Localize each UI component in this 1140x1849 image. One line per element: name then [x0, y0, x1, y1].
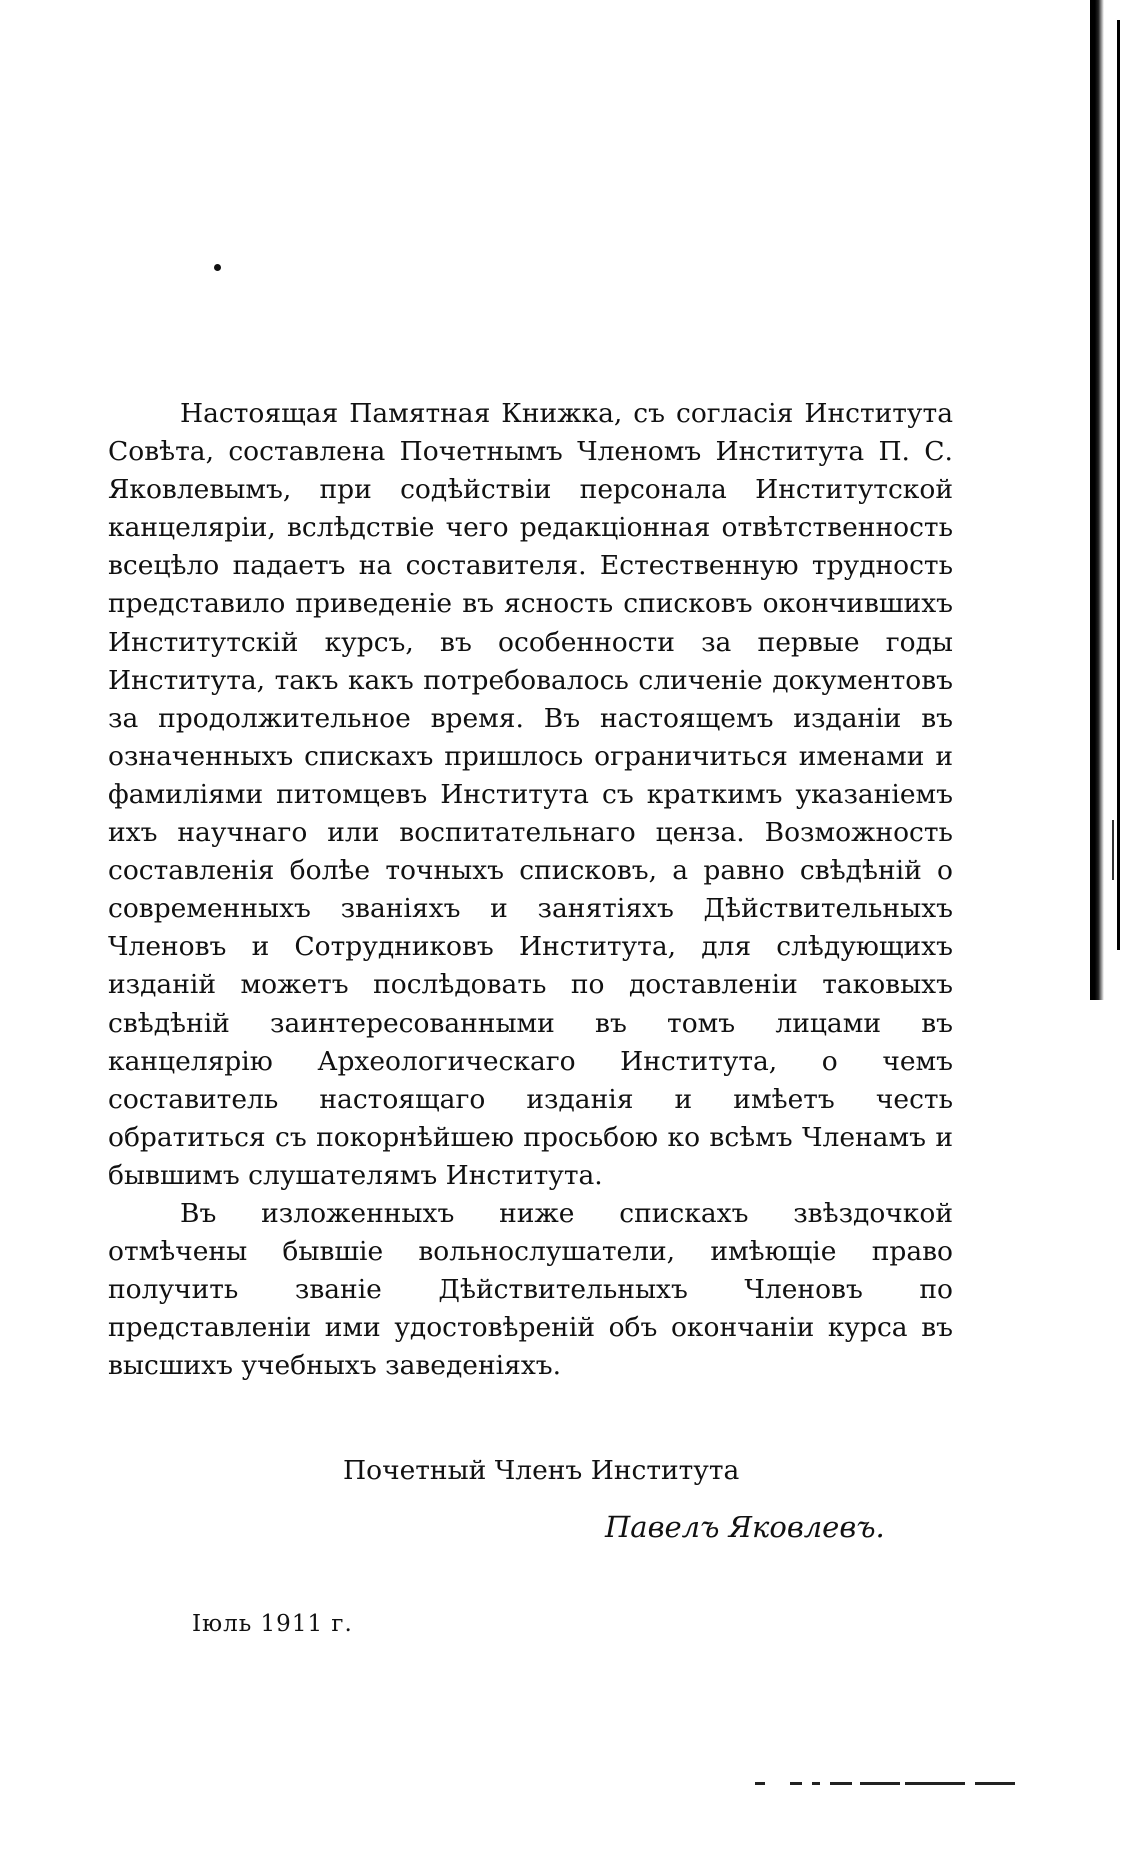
scan-dash — [830, 1782, 852, 1785]
body-text — [108, 395, 953, 1385]
scan-dash — [755, 1782, 765, 1785]
scan-dash — [790, 1782, 802, 1785]
date-line: Іюль 1911 г. — [192, 1611, 353, 1637]
scan-edge-shadow — [1090, 0, 1104, 1000]
scan-dash — [860, 1782, 900, 1785]
scan-dash — [812, 1782, 820, 1785]
paragraph-asterisk-note: Въ изложенныхъ ниже спискахъ звѣздочкой отмѣчены бывшіе вольнослушатели, имѣющіе право получить званіе Дѣйствительныхъ Членовъ по представленіи ими удостовѣреній объ окончаніи курса въ высшихъ учебныхъ заведеніяхъ. — [108, 1197, 953, 1382]
scan-speck — [214, 264, 221, 271]
scan-edge-mark — [1112, 820, 1114, 880]
paragraph-preface: Настоящая Памятная Книжка, съ согласія Института Совѣта, составлена Почетнымъ Членомъ Института П. С. Яковлевымъ, при содѣйствіи персонала Институтской канцеляріи, вслѣдствіе чего редакціонная отвѣтственность всецѣло падаетъ на составителя. Естественную трудность представило приведеніе въ ясность списковъ окончившихъ Институтскій курсъ, въ особенности за первые годы Института, такъ какъ потребовалось сличеніе документовъ за продолжительное время. Въ настоящемъ изданіи въ означенныхъ спискахъ пришлось ограничиться именами и фамиліями питомцевъ Института съ краткимъ указаніемъ ихъ научнаго или воспитательнаго ценза. Возможность составленія болѣе точныхъ списковъ, а равно свѣдѣній о современныхъ званіяхъ и занятіяхъ Дѣйствительныхъ Членовъ и Сотрудниковъ Института, для слѣдующихъ изданій можетъ послѣдовать по доставленіи таковыхъ свѣдѣній заинтересованными въ томъ лицами въ канцелярію Археологическаго Института, о чемъ составитель настоящаго изданія и имѣетъ честь обратиться съ покорнѣйшею просьбою ко всѣмъ Членамъ и бывшимъ слушателямъ Института. — [108, 398, 953, 1191]
signature-block — [343, 1452, 903, 1546]
scan-dash — [975, 1782, 1015, 1785]
scan-dash — [905, 1782, 965, 1785]
signature-name: Павелъ Яковлевъ. — [605, 1510, 885, 1544]
scan-edge-line — [1117, 20, 1120, 950]
signature-title: Почетный Членъ Института — [343, 1455, 740, 1486]
